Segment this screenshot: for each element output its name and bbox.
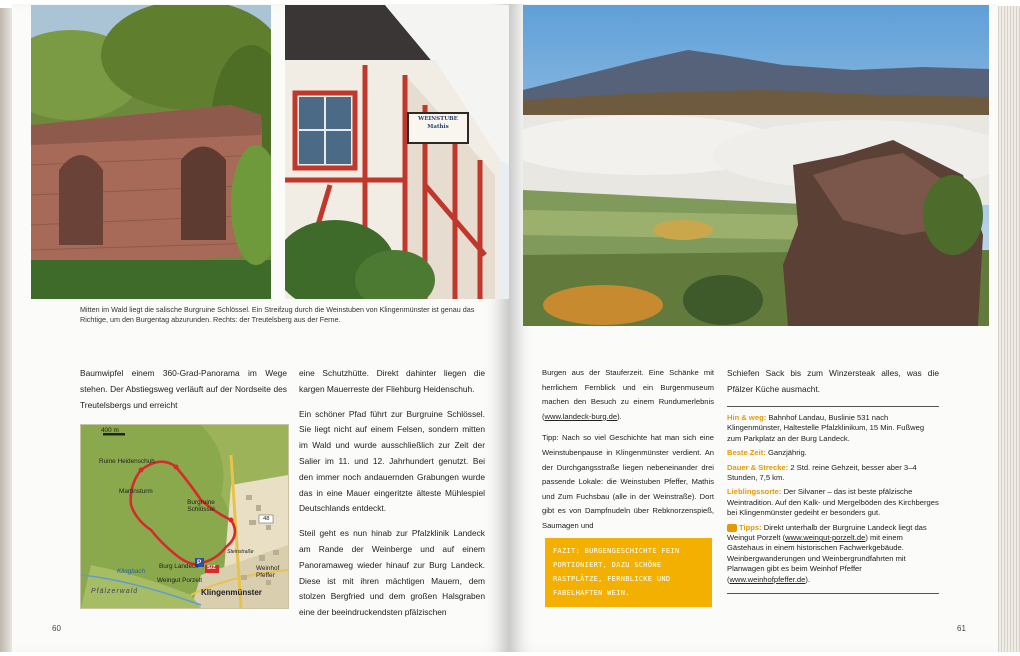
inn-sign: WEINSTUBE Mathis: [418, 116, 458, 130]
info-hinweg: [727, 413, 939, 444]
photo-caption: Mitten im Wald liegt die salische Burgruine Schlössel. Ein Streifzug durch die Weinstuben von Klingenmünster ist genau das Richtige, um den Burgentag abzurunden. Rechts: der Treutelsberg aus der Ferne.: [80, 305, 475, 324]
info-tipps-key: Tipps:: [739, 522, 762, 532]
right-column-2: Schiefen Sack bis zum Winzersteak alles, was die Pfälzer Küche ausmacht.: [727, 368, 939, 394]
info-hinweg-value: Bahnhof Landau, Buslinie 531 nach Klingenmünster, Haltestelle Pfalzklinikum, 15 Min. Fußweg zum Parkplatz an der Burg Landeck.: [727, 413, 925, 443]
map-scale: 400 m: [101, 427, 119, 434]
map-label-pfeffer: Weinhof Pfeffer: [256, 565, 280, 579]
link-landeck-burg[interactable]: www.landeck-burg.de: [544, 411, 618, 421]
info-tipps-text1: Direkt unterhalb der Burgruine Landeck liegt das Weingut Porzelt (: [727, 522, 927, 543]
route-map: [80, 424, 289, 609]
info-dauer-value: 2 Std. reine Gehzeit, besser aber 3–4 Stunden, 7,5 km.: [727, 462, 917, 483]
map-label-heidenschuh: Ruine Heidenschuh: [99, 458, 155, 465]
info-zeit-key: Beste Zeit:: [727, 448, 766, 458]
map-label-town: Klingenmünster: [201, 588, 262, 597]
book-edge-right: [998, 6, 1020, 652]
info-sorte-key: Lieblingssorte:: [727, 487, 782, 497]
map-label-steinstrasse: Steinstraße: [227, 549, 254, 555]
info-hinweg-key: Hin & weg:: [727, 413, 767, 422]
photo-castle-ruin: [31, 5, 271, 299]
map-label-martinsturm: Martinsturm: [119, 488, 153, 495]
photo-treutelsberg: [523, 5, 989, 326]
map-label-klingbach: Klingbach: [117, 568, 146, 575]
right-col1-text-end: ).: [617, 411, 622, 421]
info-dauer-key: Dauer & Strecke:: [727, 462, 789, 472]
left-column-2: [299, 366, 485, 621]
link-weinhof-pfeffer[interactable]: www.weinhofpfeffer.de: [729, 574, 806, 584]
info-tipps-text3: ).: [805, 574, 811, 584]
page-number-left: 60: [52, 624, 61, 633]
left-column-1: Baumwipfel einem 360-Grad-Panorama im Wege stehen. Der Abstiegsweg verläuft auf der Nordseite des Treutelsbergs und erreicht: [80, 368, 287, 410]
right-col1-para2: Tipp: Nach so viel Geschichte hat man sich eine Weinstubenpause in Klingenmünster verdient. An der Durchgangsstraße liegen nebeneinander drei passende Lokale: die Weinstuben Pfeffer, Mathis und Zum Fuchsbau (alle in der Weinstraße). Dort gibt es von Dampfnudeln über Rebknorzenspieß, Saumagen und: [542, 433, 714, 530]
book-edge-left: [0, 8, 12, 652]
right-column-1: [542, 366, 714, 534]
map-label-schloessel: Burgruine Schlössel: [187, 499, 215, 513]
info-sorte-value: Der Silvaner – das ist beste pfälzische Weintradition. Auf den Kalk- und Mergelböden des Kirchberges bei Klingenmünster gedeiht er besonders gut.: [727, 487, 939, 518]
page-number-right: 61: [957, 624, 966, 633]
map-start-finish: S/Z: [207, 565, 216, 571]
map-label-porzelt: Weingut Porzelt: [157, 577, 202, 584]
info-box: [727, 406, 939, 594]
map-label-pfaelzerwald: Pfälzerwald: [91, 588, 139, 595]
info-zeit-value: Ganzjährig.: [767, 448, 807, 458]
info-tipps: [727, 523, 939, 585]
map-parking: P: [197, 559, 202, 566]
info-sorte: [727, 487, 939, 518]
info-dauer: [727, 463, 939, 484]
photo-weinstube: [285, 5, 509, 299]
fazit-box: FAZIT: BURGENGESCHICHTE FEIN PORTIONIERT, DAZU SCHÖNE RASTPLÄTZE, FERNBLICKE UND FABELHAFTEN WEIN.: [545, 538, 712, 607]
link-weingut-porzelt[interactable]: www.weingut-porzelt.de: [785, 533, 866, 543]
map-road-number: 48: [263, 516, 270, 522]
left-col2-para3: Steil geht es nun hinab zur Pfalzklinik Landeck am Rande der Weinberge und auf einem Panoramaweg wieder hinauf zur Burg Landeck. Diese ist mit ihren mächtigen Mauern, dem stolzen Bergfried und dem großen Halsgraben eine der beeindruckendsten pfälzischen: [299, 528, 485, 618]
info-zeit: [727, 448, 939, 458]
info-tipps-text2: ) mit einem Gästehaus in einem historischen Fachwerkgebäude. Weinbergwanderungen und Weinbergrundfahrten mit Planwagen gibt es beim Weinhof Pfeffer (: [727, 533, 906, 584]
tips-icon: [727, 524, 737, 532]
right-col1-text: Burgen aus der Stauferzeit. Eine Schänke mit herrlichem Fernblick und ein Burgenmuseum machen den Besuch zu einem Rundumerlebnis (: [542, 368, 714, 421]
left-col2-para2: Ein schöner Pfad führt zur Burgruine Schlössel. Sie liegt nicht auf einem Felsen, sondern mitten im Wald und wurde ausschließlich zur Zeit der Salier im 11. und 12. Jahrhundert genutzt. Bei den immer noch andauernden Grabungen wurde das in eine Mauer eingeritzte älteste Mühlespiel Deutschlands entdeckt.: [299, 408, 485, 514]
right-col1-para1: [542, 366, 714, 424]
left-col2-para1: eine Schutzhütte. Direkt dahinter liegen die kargen Mauerreste der Fliehburg Heidenschuh.: [299, 368, 485, 394]
map-label-landeck: Burg Landeck: [159, 563, 199, 570]
